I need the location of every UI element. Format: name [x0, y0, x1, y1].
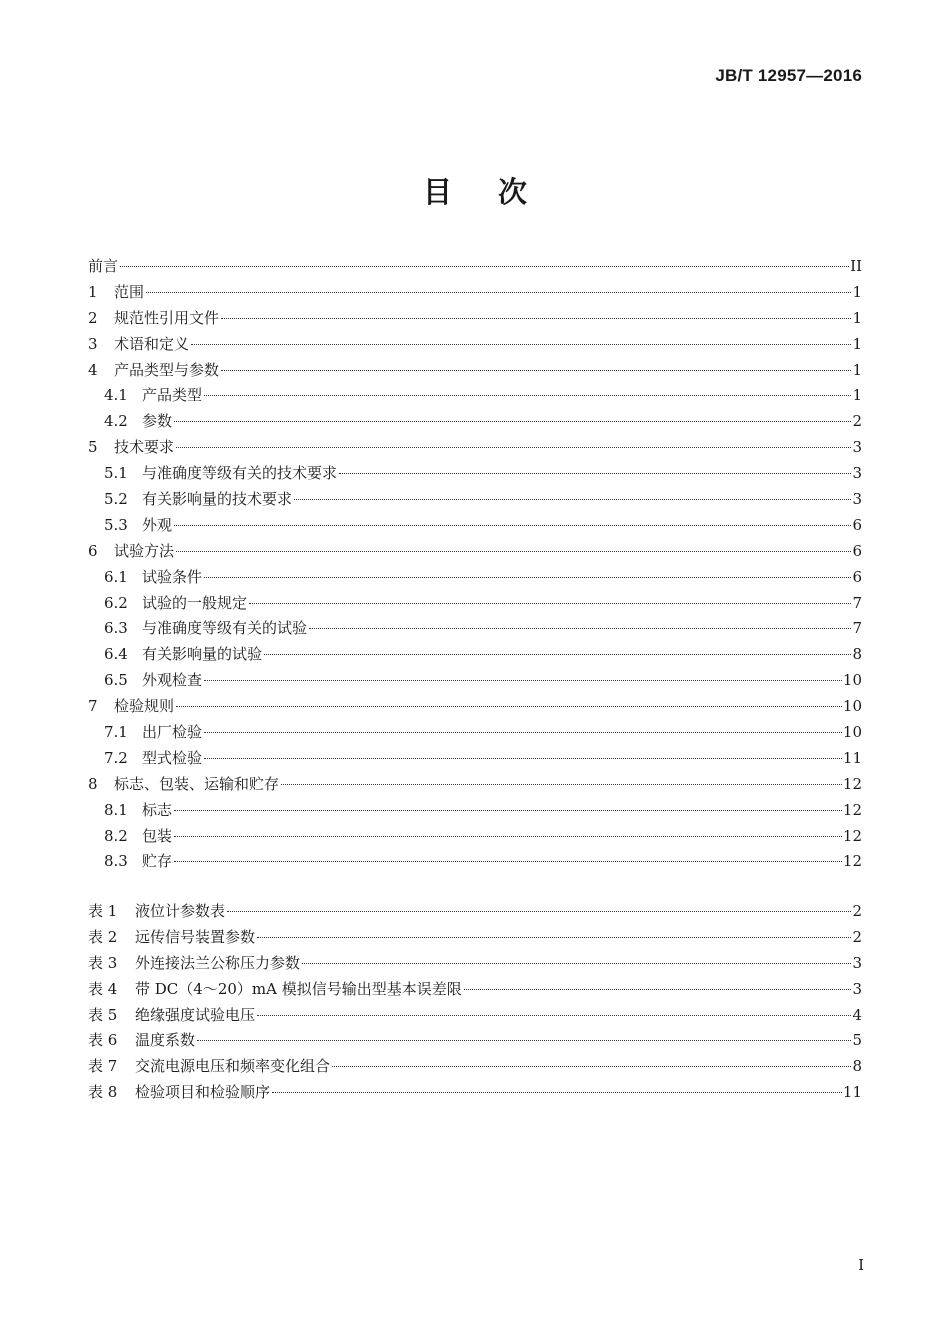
- toc-entry[interactable]: [88, 409, 862, 435]
- toc-entry-number: 6.3: [104, 619, 128, 638]
- list-of-tables: [88, 899, 862, 1106]
- dot-leader: [174, 861, 842, 862]
- toc-entry-title: 有关影响量的技术要求: [142, 490, 293, 509]
- dot-leader: [227, 911, 851, 912]
- toc-entry[interactable]: [88, 383, 862, 409]
- table-entry-title: 绝缘强度试验电压: [135, 1005, 256, 1024]
- dot-leader: [464, 989, 852, 990]
- toc-entry-page: 11: [842, 748, 862, 767]
- dot-leader: [204, 732, 842, 733]
- dot-leader: [264, 654, 851, 655]
- toc-entry-page: II: [850, 257, 862, 275]
- toc-entry-page: 12: [842, 852, 862, 871]
- toc-entry-title: 术语和定义: [114, 334, 190, 353]
- dot-leader: [191, 344, 851, 345]
- toc-entry-number: 8.2: [104, 826, 128, 845]
- toc-entry-title: 包装: [142, 826, 173, 845]
- toc-entry-number: 6.4: [104, 645, 128, 664]
- table-entry-number: 表 7: [88, 1057, 118, 1076]
- toc-entry-title: 外观检查: [142, 671, 203, 690]
- dot-leader: [146, 292, 851, 293]
- toc-entry[interactable]: [88, 772, 862, 798]
- table-entry[interactable]: [88, 1003, 862, 1029]
- toc-entry-title: 产品类型与参数: [114, 360, 220, 379]
- toc-entry-page: 12: [842, 774, 862, 793]
- toc-entry-number: 3: [88, 334, 98, 353]
- dot-leader: [257, 1015, 851, 1016]
- toc-entry-page: 2: [852, 412, 862, 431]
- toc-entry-title: 产品类型: [142, 386, 203, 405]
- title-char-2: 次: [498, 175, 528, 209]
- table-entry-number: 表 1: [88, 902, 118, 920]
- toc-entry-page: 1: [852, 282, 862, 301]
- toc-entry-number: 8.3: [104, 852, 128, 871]
- dot-leader: [257, 937, 851, 938]
- toc-entry[interactable]: [88, 461, 862, 487]
- table-entry-page: 3: [852, 953, 862, 972]
- toc-entry-page: 10: [842, 697, 862, 716]
- toc-entry[interactable]: [88, 746, 862, 772]
- table-entry-page: 11: [842, 1083, 862, 1102]
- toc-entry-number: 6.5: [104, 671, 128, 690]
- toc-entry-number: 5.1: [104, 464, 128, 483]
- table-entry-number: 表 3: [88, 953, 118, 972]
- toc-entry-title: 型式检验: [142, 748, 203, 767]
- table-entry-title: 外连接法兰公称压力参数: [135, 953, 301, 972]
- toc-entry-page: 1: [852, 308, 862, 327]
- dot-leader: [176, 447, 851, 448]
- toc-entry-page: 7: [852, 619, 862, 638]
- toc-entry-title: 外观: [142, 515, 173, 534]
- table-entry[interactable]: [88, 925, 862, 951]
- dot-leader: [339, 473, 851, 474]
- table-entry-number: 表 4: [88, 979, 118, 998]
- toc-entry-title: 规范性引用文件: [114, 308, 220, 327]
- table-entry-page: 2: [852, 927, 862, 946]
- toc-entry-title: 参数: [142, 412, 173, 431]
- toc-entry-title: 试验的一般规定: [142, 593, 248, 612]
- toc-entry-title: 与准确度等级有关的技术要求: [142, 464, 338, 483]
- toc-entry[interactable]: [88, 306, 862, 332]
- table-entry[interactable]: [88, 1054, 862, 1080]
- toc-entry-number: 5.3: [104, 515, 128, 534]
- toc-entry-number: 6.2: [104, 593, 128, 612]
- dot-leader: [197, 1040, 851, 1041]
- toc-entry-number: 1: [88, 282, 98, 301]
- toc-entry[interactable]: [88, 539, 862, 565]
- toc-entry-page: 10: [842, 723, 862, 742]
- toc-entry-title: 标志: [142, 800, 173, 819]
- dot-leader: [176, 706, 842, 707]
- toc-entry-page: 1: [852, 386, 862, 405]
- dot-leader: [272, 1092, 842, 1093]
- page-title: [0, 170, 950, 211]
- toc-entry-page: 3: [852, 464, 862, 483]
- toc-entry-page: 12: [842, 826, 862, 845]
- dot-leader: [174, 421, 851, 422]
- table-entry-title: 温度系数: [135, 1031, 196, 1050]
- toc-entry[interactable]: [88, 798, 862, 824]
- toc-entry[interactable]: [88, 824, 862, 850]
- toc-entry-page: 8: [852, 645, 862, 664]
- toc-entry-page: 3: [852, 438, 862, 457]
- toc-entry-title: 与准确度等级有关的试验: [142, 619, 308, 638]
- table-entry-number: 表 5: [88, 1005, 118, 1024]
- dot-leader: [120, 266, 849, 267]
- toc-entry[interactable]: [88, 616, 862, 642]
- table-entry-page: 3: [852, 979, 862, 998]
- toc-entry-page: 6: [852, 515, 862, 534]
- toc-entry-title: 技术要求: [114, 438, 175, 457]
- toc-entry-page: 1: [852, 360, 862, 379]
- toc-entry[interactable]: [88, 513, 862, 539]
- dot-leader: [221, 318, 851, 319]
- table-entry-title: 检验项目和检验顺序: [135, 1083, 271, 1102]
- toc-entry-title: 试验方法: [114, 541, 175, 560]
- toc-entry-page: 10: [842, 671, 862, 690]
- toc-entry[interactable]: [88, 435, 862, 461]
- toc-entry[interactable]: [88, 565, 862, 591]
- toc-entry-title: 前言: [88, 257, 119, 275]
- dot-leader: [174, 836, 842, 837]
- toc-entry-page: 3: [852, 490, 862, 509]
- toc-entry-title: 有关影响量的试验: [142, 645, 263, 664]
- toc-entry-number: 7.1: [104, 723, 128, 742]
- toc-entry-title: 贮存: [142, 852, 173, 871]
- toc-entry-title: 检验规则: [114, 697, 175, 716]
- table-entry-title: 远传信号装置参数: [135, 927, 256, 946]
- table-entry-title: 液位计参数表: [135, 902, 226, 920]
- dot-leader: [204, 758, 842, 759]
- toc-entry-number: 8.1: [104, 800, 128, 819]
- table-entry-page: 4: [852, 1005, 862, 1024]
- dot-leader: [249, 603, 851, 604]
- toc-entry[interactable]: [88, 332, 862, 358]
- toc-entry-title: 出厂检验: [142, 723, 203, 742]
- toc-entry-page: 1: [852, 334, 862, 353]
- toc-entry-number: 4.2: [104, 412, 128, 431]
- toc-entry-number: 6.1: [104, 567, 128, 586]
- table-entry-number: 表 2: [88, 927, 118, 946]
- toc-entry[interactable]: [88, 280, 862, 306]
- table-entry-number: 表 6: [88, 1031, 118, 1050]
- toc-entry[interactable]: [88, 694, 862, 720]
- table-entry-number: 表 8: [88, 1083, 118, 1102]
- table-entry[interactable]: [88, 977, 862, 1003]
- dot-leader: [221, 370, 851, 371]
- dot-leader: [309, 628, 851, 629]
- title-char-1: 目: [422, 175, 452, 209]
- table-entry[interactable]: [88, 1028, 862, 1054]
- dot-leader: [332, 1066, 851, 1067]
- standard-code: JB/T 12957—2016: [715, 66, 862, 85]
- toc-entry[interactable]: [88, 358, 862, 384]
- toc-entry-title: 范围: [114, 282, 145, 301]
- dot-leader: [174, 525, 851, 526]
- table-of-contents: [88, 254, 862, 875]
- toc-entry-number: 4.1: [104, 386, 128, 405]
- toc-entry-page: 6: [852, 541, 862, 560]
- toc-entry-number: 5: [88, 438, 98, 457]
- dot-leader: [302, 963, 851, 964]
- toc-entry-title: 标志、包装、运输和贮存: [114, 774, 280, 793]
- table-entry[interactable]: [88, 899, 862, 925]
- table-entry[interactable]: [88, 951, 862, 977]
- toc-entry[interactable]: [88, 720, 862, 746]
- toc-entry-page: 6: [852, 567, 862, 586]
- toc-entry-number: 4: [88, 360, 98, 379]
- dot-leader: [204, 680, 842, 681]
- dot-leader: [281, 784, 842, 785]
- toc-entry-number: 5.2: [104, 490, 128, 509]
- toc-entry-number: 8: [88, 774, 98, 793]
- dot-leader: [176, 551, 851, 552]
- toc-entry[interactable]: [88, 668, 862, 694]
- table-entry-page: 8: [852, 1057, 862, 1076]
- dot-leader: [204, 395, 851, 396]
- table-entry[interactable]: [88, 1080, 862, 1106]
- dot-leader: [174, 810, 842, 811]
- toc-entry[interactable]: [88, 591, 862, 617]
- toc-entry-number: 7: [88, 697, 98, 716]
- dot-leader: [204, 577, 851, 578]
- table-entry-title: 交流电源电压和频率变化组合: [135, 1057, 331, 1076]
- toc-entry-title: 试验条件: [142, 567, 203, 586]
- toc-entry-page: 7: [852, 593, 862, 612]
- table-entry-title: 带 DC（4～20）mA 模拟信号输出型基本误差限: [135, 979, 462, 998]
- toc-entry-number: 6: [88, 541, 98, 560]
- toc-entry-number: 7.2: [104, 748, 128, 767]
- table-entry-page: 5: [852, 1031, 862, 1050]
- table-entry-page: 2: [852, 902, 862, 920]
- toc-entry[interactable]: [88, 487, 862, 513]
- dot-leader: [294, 499, 851, 500]
- page-number: I: [858, 1256, 864, 1274]
- toc-entry-number: 2: [88, 308, 98, 327]
- toc-entry[interactable]: [88, 642, 862, 668]
- toc-entry[interactable]: [88, 849, 862, 875]
- toc-entry-page: 12: [842, 800, 862, 819]
- toc-entry[interactable]: [88, 254, 862, 280]
